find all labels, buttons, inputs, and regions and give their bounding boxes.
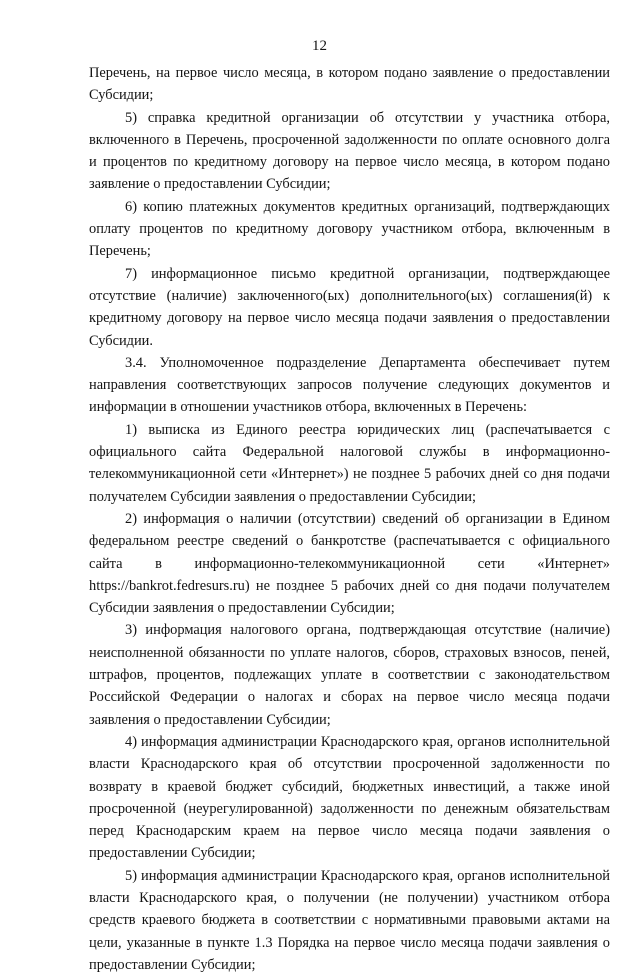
paragraph-item-5-bank-certificate: 5) справка кредитной организации об отсутствии у участника отбора, включенного в Перечень, просроченной задолженности по оплате основного долга и процентов по кредитному договору на первое число месяца, в котором подано заявление о предоставлении Субсидии; bbox=[89, 109, 610, 193]
document-body bbox=[89, 62, 610, 976]
paragraph-request-item-5: 5) информация администрации Краснодарского края, органов исполнительной власти Краснодарского края, о получении (не получении) участником отбора средств краевого бюджета в соответствии с нормативными правовыми актами на цели, указанные в пункте 1.3 Порядка на первое число месяца подачи заявления о предоставлении Субсидии; bbox=[89, 867, 610, 973]
paragraph-item-6-payment-documents: 6) копию платежных документов кредитных организаций, подтверждающих оплату процентов по кредитному договору участником отбора, включенным в Перечень; bbox=[89, 198, 610, 260]
paragraph-request-item-3: 3) информация налогового органа, подтверждающая отсутствие (наличие) неисполненной обязанности по уплате налогов, сборов, страховых взносов, пеней, штрафов, процентов, подлежащих уплате в соответствии с законодательством Российской Федерации о налогах и сборах на первое число месяца подачи заявления о предоставлении Субсидии; bbox=[89, 622, 610, 728]
paragraph-request-item-2: 2) информация о наличии (отсутствии) сведений об организации в Едином федеральном реестре сведений о банкротстве (распечатывается с официального сайта в информационно-телекоммуникационной сети «Интернет» https://bankrot.fedresurs.ru) не позднее 5 рабочих дней со дня подачи получателем Субсидии заявления о предоставлении Субсидии; bbox=[89, 510, 610, 617]
paragraph-request-item-1: 1) выписка из Единого реестра юридических лиц (распечатывается с официального сайта Федеральной налоговой службы в информационно-телекоммуникационной сети «Интернет») не позднее 5 рабочих дней со дня подачи получателем Субсидии заявления о предоставлении Субсидии; bbox=[89, 421, 610, 505]
paragraph-item-7-information-letter: 7) информационное письмо кредитной организации, подтверждающее отсутствие (наличие) заключенного(ых) дополнительного(ых) соглашения(й) к кредитному договору на первое число месяца подачи заявления о предоставлении Субсидии. bbox=[89, 265, 610, 349]
paragraph-request-item-4: 4) информация администрации Краснодарского края, органов исполнительной власти Краснодарского края об отсутствии просроченной задолженности по возврату в краевой бюджет субсидий, бюджетных инвестиций, а также иной просроченной (неурегулированной) задолженности по денежным обязательствам перед Краснодарским краем на первое число месяца подачи заявления о предоставлении Субсидии; bbox=[89, 733, 610, 862]
page-number: 12 bbox=[312, 38, 327, 54]
paragraph-continuation: Перечень, на первое число месяца, в котором подано заявление о предоставлении Субсидии; bbox=[89, 65, 610, 104]
paragraph-section-3-4: 3.4. Уполномоченное подразделение Департамента обеспечивает путем направления соответствующих запросов получение следующих документов и информации в отношении участников отбора, включенных в Перечень: bbox=[89, 354, 610, 416]
